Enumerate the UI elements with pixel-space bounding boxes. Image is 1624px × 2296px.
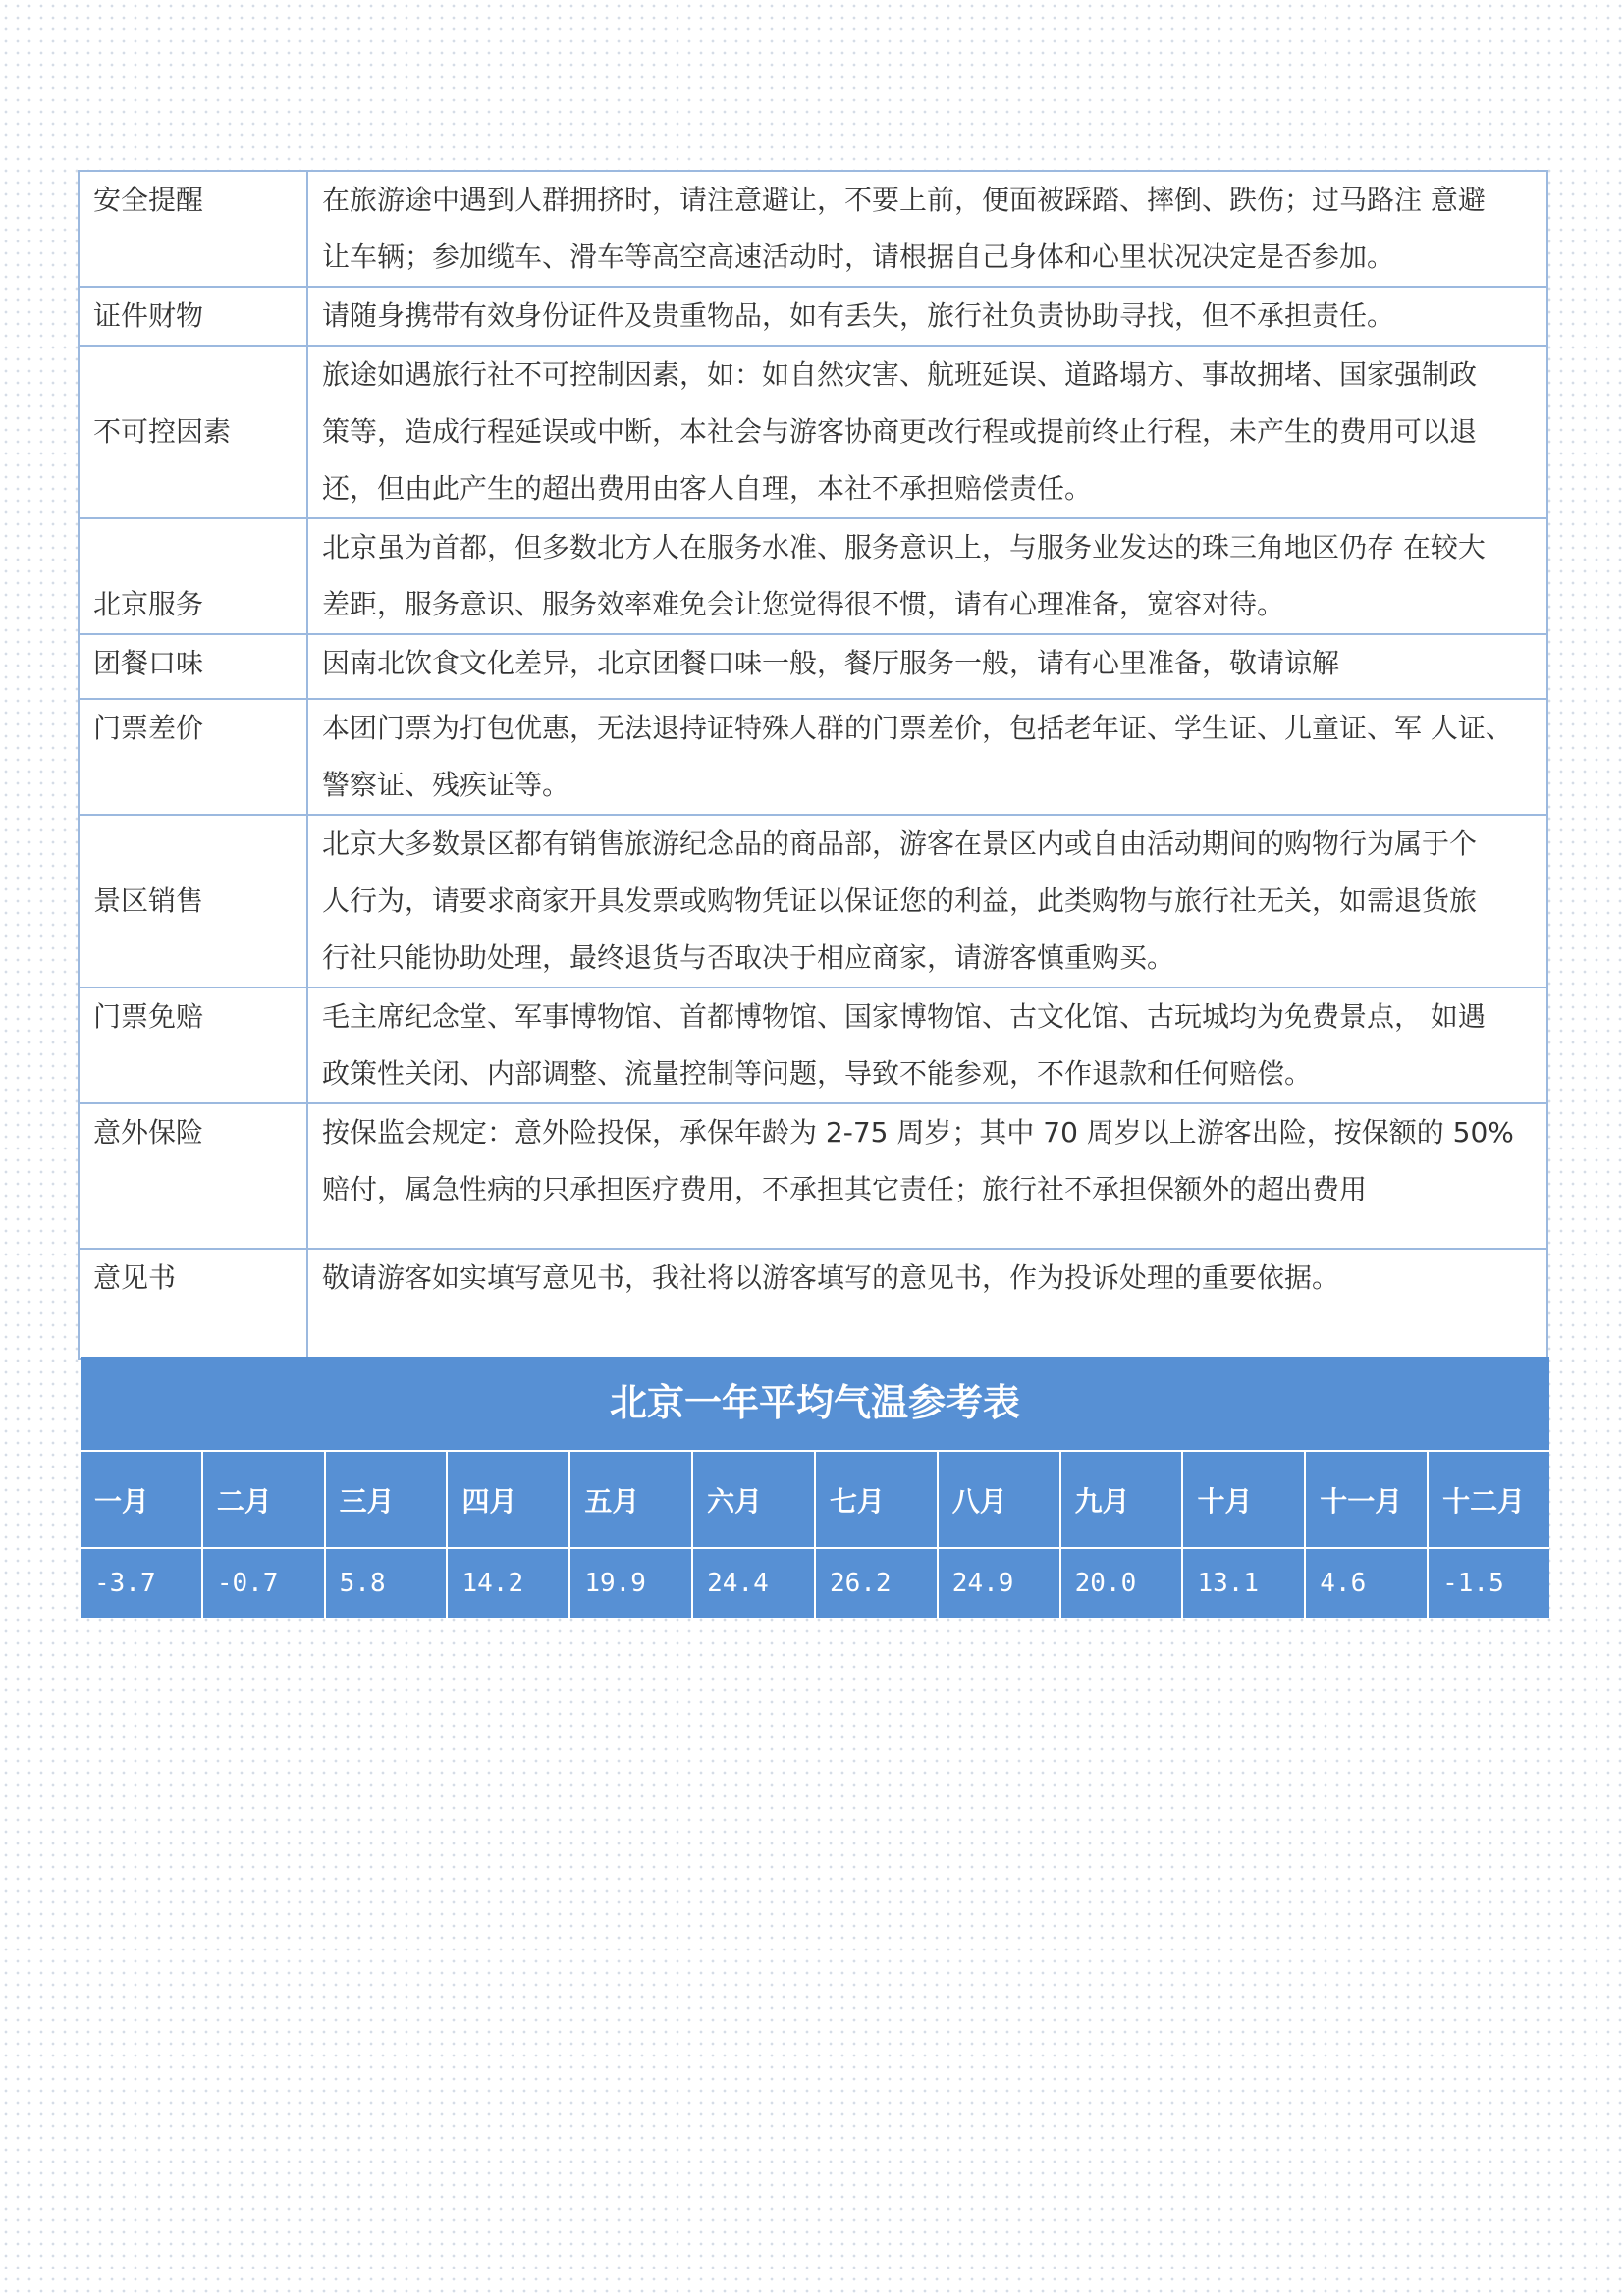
travel-notes-table [78,170,1548,1360]
note-row-free-tickets [79,988,1547,1103]
note-line: 敬请游客如实填写意见书，我社将以游客填写的意见书，作为投诉处理的重要依据。 [322,1261,1340,1294]
note-row-scenic-shopping [79,815,1547,988]
note-content [307,518,1547,634]
month-cell: 一月 [81,1452,203,1547]
note-row-safety [79,171,1547,287]
note-line: 行社只能协助处理，最终退货与否取决于相应商家，请游客慎重购买。 [322,941,1175,974]
note-label: 意外保险 [79,1103,307,1249]
temperature-cell: 14.2 [448,1549,570,1618]
note-label: 意见书 [79,1249,307,1359]
month-cell: 十一月 [1306,1452,1429,1547]
note-line: 警察证、残疾证等。 [322,769,570,801]
note-line: 差距，服务意识、服务效率难免会让您觉得很不惯，请有心理准备，宽容对待。 [322,588,1285,620]
temperature-cell: -3.7 [81,1549,203,1618]
note-content [307,1249,1547,1359]
note-row-force-majeure [79,346,1547,518]
month-cell: 四月 [448,1452,570,1547]
note-line: 本团门票为打包优惠，无法退持证特殊人群的门票差价，包括老年证、学生证、儿童证、军 人证、 [322,712,1513,744]
month-cell: 八月 [939,1452,1061,1547]
note-line: 北京大多数景区都有销售旅游纪念品的商品部，游客在景区内或自由活动期间的购物行为属于个 [322,828,1478,860]
note-line: 按保监会规定：意外险投保，承保年龄为 2-75 周岁；其中 70 周岁以上游客出险，按保额的 50% [322,1116,1514,1148]
note-line: 在旅游途中遇到人群拥挤时，请注意避让，不要上前，便面被踩踏、摔倒、跌伤；过马路注 意避 [322,184,1486,216]
note-line: 政策性关闭、内部调整、流量控制等问题，导致不能参观，不作退款和任何赔偿。 [322,1057,1313,1090]
temperature-cell: 24.4 [693,1549,816,1618]
temperature-table-title: 北京一年平均气温参考表 [81,1357,1549,1452]
note-line: 策等，造成行程延误或中断，本社会与游客协商更改行程或提前终止行程，未产生的费用可以退 [322,415,1478,448]
month-cell: 十二月 [1442,1484,1526,1518]
month-cell: 三月 [326,1452,449,1547]
note-content [307,346,1547,518]
temperature-cell: 5.8 [326,1549,449,1618]
temperature-cell: -1.5 [1442,1569,1504,1598]
note-label: 门票免赔 [79,988,307,1103]
note-content [307,1103,1547,1249]
note-content [307,815,1547,988]
temperature-cell: 26.2 [816,1549,939,1618]
temperature-row [81,1549,1549,1618]
note-content [307,171,1547,287]
note-line: 北京虽为首都，但多数北方人在服务水准、服务意识上，与服务业发达的珠三角地区仍存 在较大 [322,531,1486,563]
temperature-cell: 19.9 [570,1549,693,1618]
note-line: 让车辆；参加缆车、滑车等高空高速活动时，请根据自己身体和心里状况决定是否参加。 [322,240,1395,273]
note-label: 团餐口味 [79,634,307,699]
month-header-row [81,1452,1549,1549]
note-label: 证件财物 [79,287,307,346]
note-content [307,988,1547,1103]
note-content [307,634,1547,699]
note-row-meals [79,634,1547,699]
month-cell: 七月 [816,1452,939,1547]
note-row-feedback [79,1249,1547,1359]
note-label: 不可控因素 [79,346,307,518]
note-label: 北京服务 [79,518,307,634]
note-row-documents [79,287,1547,346]
note-row-ticket-discount [79,699,1547,815]
note-line: 赔付，属急性病的只承担医疗费用，不承担其它责任；旅行社不承担保额外的超出费用 [322,1173,1368,1205]
temperature-cell: 20.0 [1061,1549,1184,1618]
note-row-beijing-service [79,518,1547,634]
note-line: 毛主席纪念堂、军事博物馆、首都博物馆、国家博物馆、古文化馆、古玩城均为免费景点， 如遇 [322,1000,1486,1033]
note-row-insurance [79,1103,1547,1249]
note-label: 门票差价 [79,699,307,815]
month-cell: 二月 [203,1452,326,1547]
month-cell: 九月 [1061,1452,1184,1547]
temperature-table [81,1357,1549,1618]
temperature-cell: -0.7 [203,1549,326,1618]
temperature-cell: 24.9 [939,1549,1061,1618]
note-content [307,287,1547,346]
month-cell: 五月 [570,1452,693,1547]
temperature-cell: 13.1 [1183,1549,1306,1618]
note-label: 安全提醒 [79,171,307,287]
month-cell: 十月 [1183,1452,1306,1547]
note-line: 人行为，请要求商家开具发票或购物凭证以保证您的利益，此类购物与旅行社无关，如需退货旅 [322,884,1478,917]
note-label: 景区销售 [79,815,307,988]
temperature-cell: 4.6 [1306,1549,1429,1618]
note-line: 请随身携带有效身份证件及贵重物品，如有丢失，旅行社负责协助寻找，但不承担责任。 [322,299,1395,332]
note-line: 因南北饮食文化差异，北京团餐口味一般，餐厅服务一般，请有心里准备，敬请谅解 [322,647,1340,679]
note-line: 还，但由此产生的超出费用由客人自理，本社不承担赔偿责任。 [322,472,1093,505]
note-content [307,699,1547,815]
note-line: 旅途如遇旅行社不可控制因素，如：如自然灾害、航班延误、道路塌方、事故拥堵、国家强制政 [322,358,1478,391]
month-cell: 六月 [693,1452,816,1547]
